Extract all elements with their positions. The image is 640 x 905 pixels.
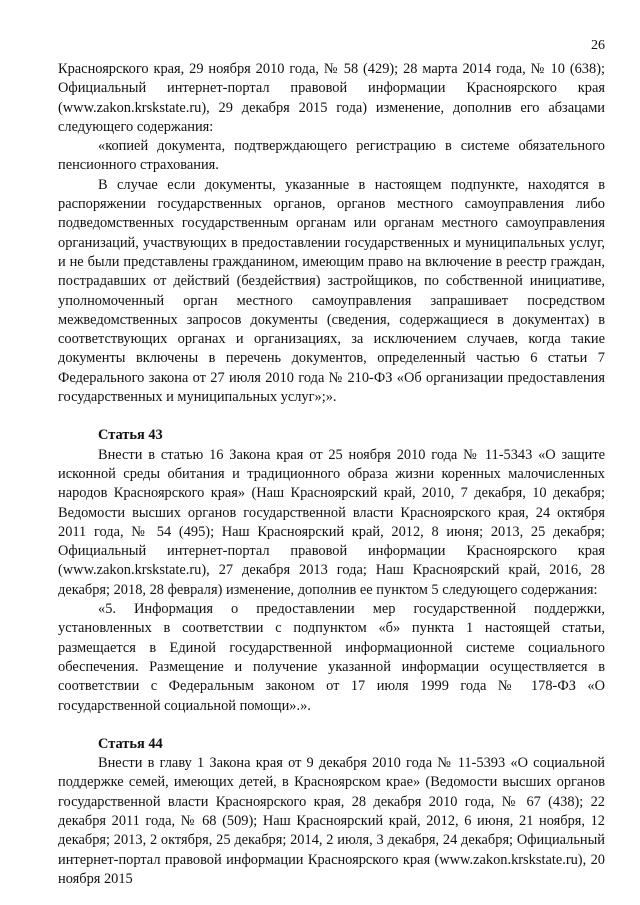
spacer — [58, 716, 605, 735]
article-43-paragraph: «5. Информация о предоставлении мер государственной поддержки, установленных в соответствии с подпунктом «б» пункта 1 настоящей статьи, размещается в Единой государственной информационной системе социального обеспечения. Размещение и получение указанной информации осуществляется в соответствии с Федеральным законом от 17 июля 1999 года № 178-ФЗ «О государственной социальной помощи».». — [58, 601, 605, 714]
page-number: 26 — [591, 38, 605, 53]
article-44-title: Статья 44 — [98, 735, 163, 752]
article-44-paragraph: Внести в главу 1 Закона края от 9 декабря 2010 года № 11-5393 «О социальной поддержке семей, имеющих детей, в Красноярском крае» (Ведомости высших органов государственной власти Красноярского края, 28 декабря 2010 года, № 67 (438); 22 декабря 2011 года, № 68 (509); Наш Красноярский край, 2012, 6 июня, 21 ноября, 12 декабря; 2013, 2 октября, 25 декабря; 2014, 2 июля, 3 декабря, 24 декабря; Официальный интернет-портал правовой информации Красноярского края (www.zakon.krskstate.ru), 20 ноября 2015 — [58, 755, 605, 887]
paragraph-continuation: Красноярского края, 29 ноября 2010 года, № 58 (429); 28 марта 2014 года, № 10 (638); Официальный интернет-портал правовой информации Красноярского края (www.zakon.krskstate.ru), 29 декабря 2015 года) изменение, дополнив его абзацами следующего содержания: — [58, 61, 605, 135]
spacer — [58, 407, 605, 426]
article-43-paragraph: Внести в статью 16 Закона края от 25 ноября 2010 года № 11-5343 «О защите исконной среды обитания и традиционного образа жизни коренных малочисленных народов Красноярского края» (Наш Красноярский край, 2010, 7 декабря, 10 декабря; Ведомости высших органов государственной власти Красноярского края, 24 октября 2011 года, № 54 (495); Наш Красноярский край, 2012, 8 июня; 2013, 25 декабря; Официальный интернет-портал правовой информации Красноярского края (www.zakon.krskstate.ru), 27 декабря 2013 года; Наш Красноярский край, 2016, 28 декабря; 2018, 28 февраля) изменение, дополнив ее пунктом 5 следующего содержания: — [58, 446, 605, 598]
article-43-title: Статья 43 — [98, 427, 163, 444]
paragraph-quote-start: «копией документа, подтверждающего регистрацию в системе обязательного пенсионного страхования. — [58, 138, 605, 174]
page-content — [58, 60, 605, 889]
paragraph-documents: В случае если документы, указанные в настоящем подпункте, находятся в распоряжении государственных органов, органов местного самоуправления либо подведомственных государственным органам или органам местного самоуправления организаций, участвующих в предоставлении государственных и муниципальных услуг, и не были представлены гражданином, имеющим право на включение в реестр граждан, пострадавших от действий (бездействия) застройщиков, по собственной инициативе, уполномоченный орган местного самоуправления запрашивает посредством межведомственных запросов документы (сведения, содержащиеся в документах) в соответствующих органах и организациях, за исключением случаев, когда такие документы включены в перечень документов, определенный частью 6 статьи 7 Федерального закона от 27 июля 2010 года № 210-ФЗ «Об организации предоставления государственных и муниципальных услуг»;». — [58, 176, 605, 406]
